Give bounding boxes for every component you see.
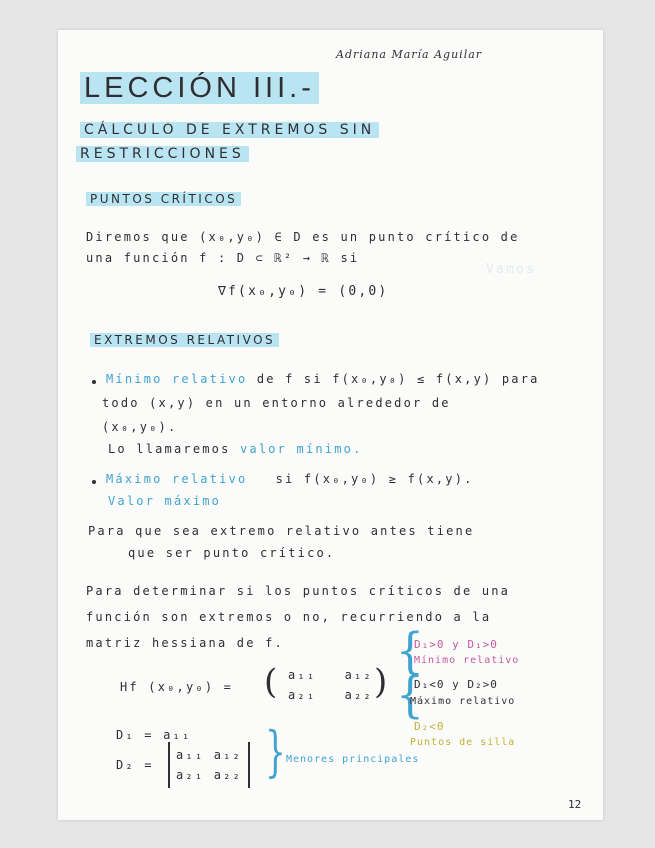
minor-d1: D₁ = a₁₁ <box>116 728 192 742</box>
case-1-result: Mínimo relativo <box>414 655 520 666</box>
minors-label: Menores principales <box>286 754 420 765</box>
matrix-a22: a₂₂ <box>344 688 373 702</box>
critical-requirement-line-2: que ser punto crítico. <box>128 546 336 560</box>
determinant-left-bar <box>168 742 170 788</box>
case-3-condition: D₂<0 <box>414 720 445 733</box>
bullet-minimum <box>92 380 96 384</box>
author-name: Adriana María Aguilar <box>336 48 483 61</box>
critical-definition-line-2: una función f : D ⊂ ℝ² → ℝ si <box>86 251 360 265</box>
case-2-result: Máximo relativo <box>410 696 516 707</box>
section-heading-critical-points <box>86 192 241 206</box>
hessian-intro-line-1: Para determinar si los puntos críticos de una <box>86 584 511 598</box>
minimum-line-4 <box>108 442 363 456</box>
critical-heading-text: PUNTOS CRÍTICOS <box>86 192 241 206</box>
critical-definition-line-1: Diremos que (x₀,y₀) ∈ D es un punto crítico de <box>86 230 520 244</box>
subtitle-line-2-text: RESTRICCIONES <box>76 146 249 162</box>
minors-brace: } <box>265 720 287 783</box>
subtitle-line-2 <box>76 146 249 162</box>
minimum-term: Mínimo relativo <box>106 372 248 386</box>
matrix-a12: a₁₂ <box>344 668 373 682</box>
determinant-row-2: a₂₁ a₂₂ <box>176 768 242 782</box>
minimum-line-3: (x₀,y₀). <box>102 420 178 434</box>
matrix-row-1 <box>288 668 373 682</box>
section-heading-relative-extrema <box>90 333 279 347</box>
determinant-row-1: a₁₁ a₁₂ <box>176 748 242 762</box>
matrix-a11: a₁₁ <box>288 668 317 682</box>
lesson-title <box>80 72 319 105</box>
cases-brace-bottom: { <box>396 667 426 724</box>
cases-brace-top: { <box>396 623 426 680</box>
matrix-right-paren: ) <box>374 662 389 702</box>
notebook-page <box>58 30 603 820</box>
case-3-result: Puntos de silla <box>410 737 516 748</box>
maximum-text: si f(x₀,y₀) ≥ f(x,y). <box>275 472 474 486</box>
faint-note: Vamos <box>486 262 537 277</box>
gradient-formula: ∇f(x₀,y₀) = (0,0) <box>218 284 389 299</box>
determinant-right-bar <box>248 742 250 788</box>
minimum-text: de f si f(x₀,y₀) ≤ f(x,y) para <box>256 372 540 386</box>
maximum-value-label: Valor máximo <box>108 494 222 508</box>
minimum-line-2: todo (x,y) en un entorno alrededor de <box>102 396 451 410</box>
lesson-title-text: LECCIÓN III.- <box>80 72 319 104</box>
maximum-term: Máximo relativo <box>106 472 248 486</box>
extrema-heading-text: EXTREMOS RELATIVOS <box>90 333 279 347</box>
critical-requirement-line-1: Para que sea extremo relativo antes tiene <box>88 524 475 538</box>
hessian-label: Hf (x₀,y₀) = <box>120 680 234 694</box>
bullet-maximum <box>92 480 96 484</box>
matrix-row-2 <box>288 688 373 702</box>
page-number: 12 <box>568 798 582 811</box>
hessian-intro-line-3: matriz hessiana de f. <box>86 636 284 650</box>
subtitle-line-1-text: CÁLCULO DE EXTREMOS SIN <box>80 122 379 138</box>
minimum-call-text: Lo llamaremos <box>108 442 231 456</box>
matrix-a21: a₂₁ <box>288 688 317 702</box>
maximum-line-1 <box>106 472 474 486</box>
case-2-condition: D₁<0 y D₂>0 <box>414 678 498 691</box>
case-1-condition: D₁>0 y D₁>0 <box>414 638 498 651</box>
minimum-value-label: valor mínimo. <box>239 442 363 456</box>
minimum-line-1 <box>106 372 540 386</box>
subtitle-line-1 <box>80 122 379 138</box>
minor-d2-label: D₂ = <box>116 758 154 772</box>
matrix-left-paren: ( <box>264 662 279 702</box>
hessian-intro-line-2: función son extremos o no, recurriendo a la <box>86 610 492 624</box>
